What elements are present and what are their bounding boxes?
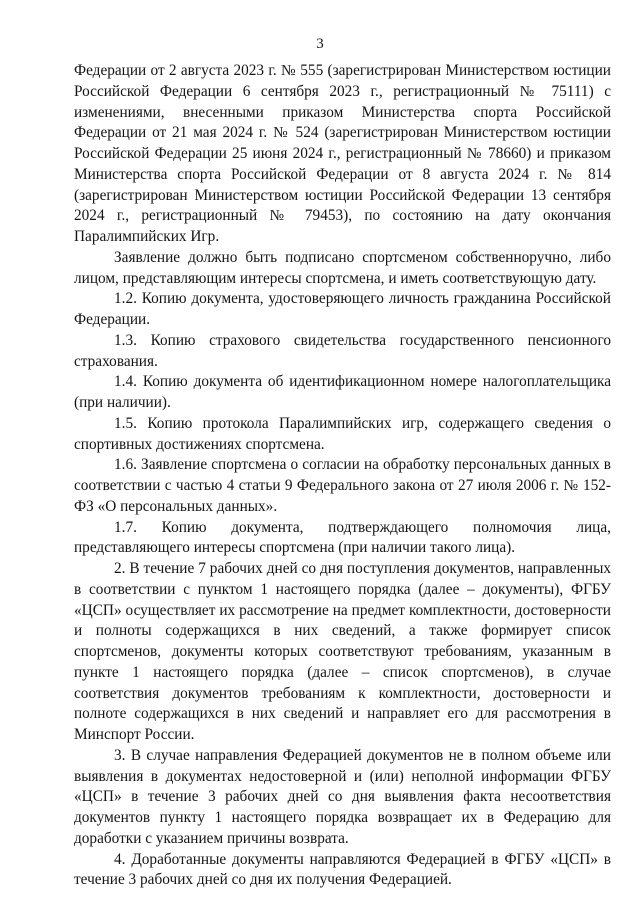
paragraph-item-1-7: 1.7. Копию документа, подтверждающего полномочия лица, представляющего интересы спортсмена (при наличии такого лица). [74, 518, 611, 557]
page-number: 3 [316, 36, 324, 52]
paragraph-item-1-2: 1.2. Копию документа, удостоверяющего личность гражданина Российской Федерации. [74, 290, 611, 328]
paragraph-item-1-4: 1.4. Копию документа об идентификационном номере налогоплательщика (при наличии). [74, 373, 611, 411]
paragraph-item-1-5: 1.5. Копию протокола Паралимпийских игр, содержащего сведения о спортивных достижениях спортсмена. [74, 414, 611, 453]
paragraph-signature-requirement: Заявление должно быть подписано спортсменом собственноручно, либо лицом, представляющим интересы спортсмена, и иметь соответствующую дату. [74, 248, 611, 287]
paragraph-item-2: 2. В течение 7 рабочих дней со дня поступления документов, направленных в соответствии с пунктом 1 настоящего порядка (далее – документы), ФГБУ «ЦСП» осуществляет их рассмотрение на предмет комплектности, достоверности и полноты содержащихся в них сведений, а также формирует список спортсменов, документы которых соответствуют требованиям, указанным в пункте 1 настоящего порядка (далее – список спортсменов), в случае соответствия документов требованиям к комплектности, достоверности и полноте содержащихся в них сведений и направляет его для рассмотрения в Минспорт России. [74, 560, 611, 743]
paragraph-item-4: 4. Доработанные документы направляются Федерацией в ФГБУ «ЦСП» в течение 3 рабочих дней со дня их получения Федерацией. [74, 850, 611, 889]
paragraph-continuation: Федерации от 2 августа 2023 г. № 555 (зарегистрирован Министерством юстиции Российской Федерации 6 сентября 2023 г., регистрационный № 75111) с изменениями, внесенными приказом Министерства спорта Российской Федерации от 21 мая 2024 г. № 524 (зарегистрирован Министерством юстиции Российской Федерации 25 июня 2024 г., регистрационный № 78660) и приказом Министерства спорта Российской Федерации от 8 августа 2024 г. № 814 (зарегистрирован Министерством юстиции Российской Федерации 13 сентября 2024 г., регистрационный № 79453), по состоянию на дату окончания Паралимпийских Игр. [74, 62, 611, 245]
document-body [74, 61, 611, 891]
paragraph-item-3: 3. В случае направления Федерацией документов не в полном объеме или выявления в документах недостоверной и (или) неполной информации ФГБУ «ЦСП» в течение 3 рабочих дней со дня выявления факта несоответствия документов пункту 1 настоящего порядка возвращает их в Федерацию для доработки с указанием причины возврата. [74, 746, 611, 847]
paragraph-item-1-3: 1.3. Копию страхового свидетельства государственного пенсионного страхования. [74, 331, 611, 370]
paragraph-item-1-6: 1.6. Заявление спортсмена о согласии на обработку персональных данных в соответствии с частью 4 статьи 9 Федерального закона от 27 июля 2006 г. № 152-ФЗ «О персональных данных». [74, 456, 611, 515]
